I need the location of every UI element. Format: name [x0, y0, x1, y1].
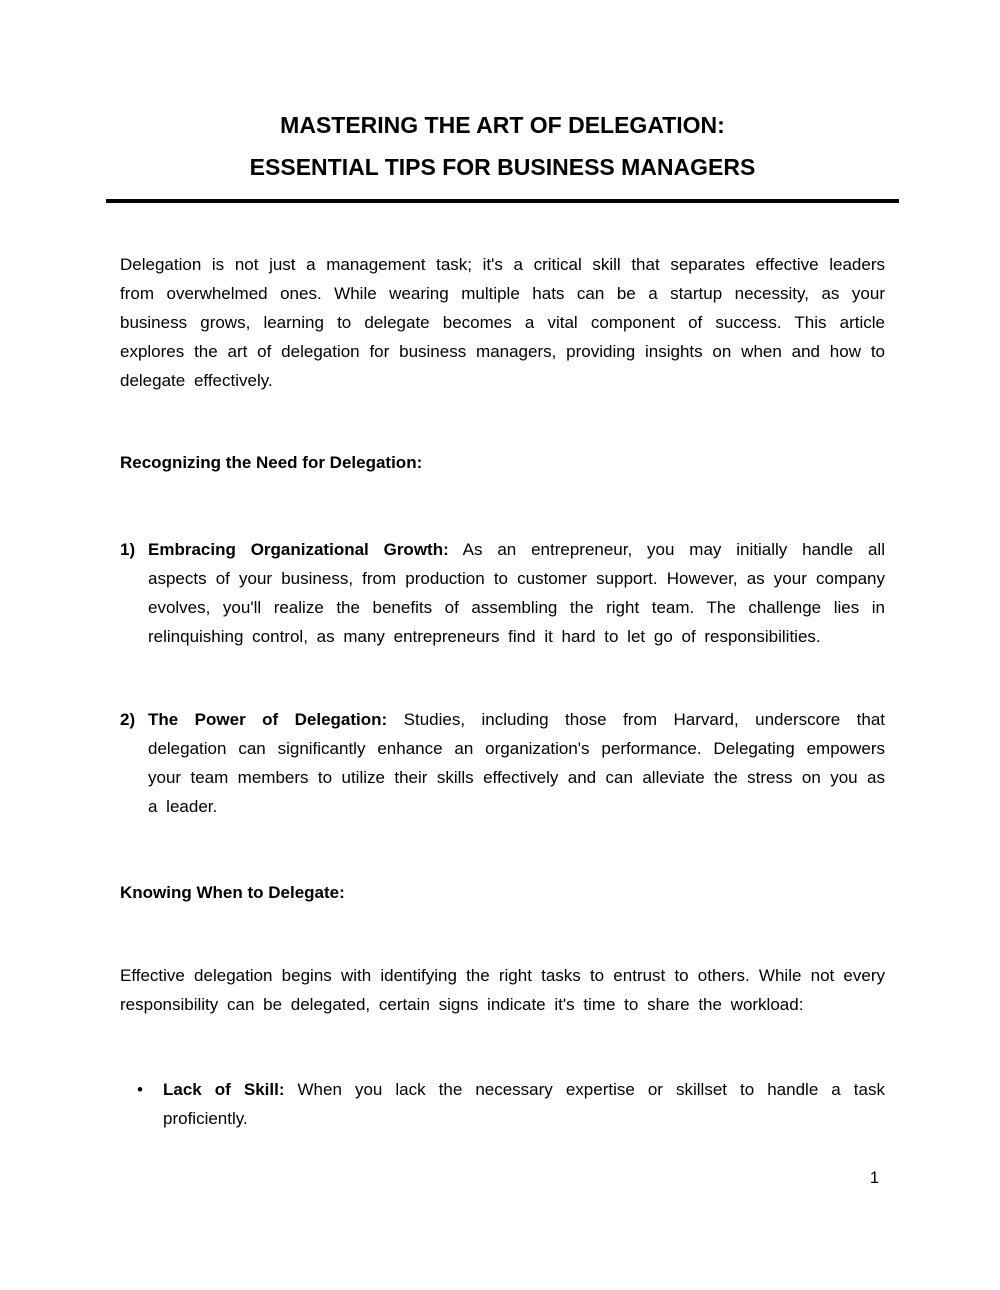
- numbered-item-1-lead: Embracing Organizational Growth:: [148, 540, 449, 559]
- numbered-item-2: [120, 705, 885, 821]
- bullet-icon: •: [137, 1080, 143, 1099]
- numbered-item-2-text: Studies, including those from Harvard, underscore that delegation can significantly enhance an organization's performance. Delegating empowers your team members to utilize their skills effectively and can alleviate the stress on you as a leader.: [148, 710, 885, 816]
- document-header: [120, 104, 885, 203]
- bullet-item-lack-of-skill: [120, 1075, 885, 1133]
- section-heading-recognizing: Recognizing the Need for Delegation:: [120, 453, 423, 472]
- numbered-item-1-text: As an entrepreneur, you may initially handle all aspects of your business, from production to customer support. However, as your company evolves, you'll realize the benefits of assembling the right team. The challenge lies in relinquishing control, as many entrepreneurs find it hard to let go of responsibilities.: [148, 540, 885, 646]
- section-heading-knowing: Knowing When to Delegate:: [120, 883, 345, 902]
- document-title: [120, 104, 885, 188]
- title-line-1: MASTERING THE ART OF DELEGATION:: [280, 112, 725, 138]
- intro-paragraph: Delegation is not just a management task; it's a critical skill that separates effective leaders from overwhelmed ones. While wearing multiple hats can be a startup necessity, as your business grows, learning to delegate becomes a vital component of success. This article explores the art of delegation for business managers, providing insights on when and how to delegate effectively.: [120, 255, 885, 390]
- title-rule: [106, 199, 899, 203]
- numbered-item-1: [120, 535, 885, 651]
- bullet-item-text: When you lack the necessary expertise or skillset to handle a task proficiently.: [163, 1080, 885, 1128]
- bullet-item-lead: Lack of Skill:: [163, 1080, 285, 1099]
- list-number-1: 1): [120, 540, 136, 559]
- list-number-2: 2): [120, 710, 136, 729]
- title-line-2: ESSENTIAL TIPS FOR BUSINESS MANAGERS: [249, 154, 756, 180]
- knowing-paragraph: Effective delegation begins with identifying the right tasks to entrust to others. While not every responsibility can be delegated, certain signs indicate it's time to share the workload:: [120, 966, 885, 1014]
- numbered-item-2-lead: The Power of Delegation:: [148, 710, 388, 729]
- page-number: 1: [869, 1169, 879, 1187]
